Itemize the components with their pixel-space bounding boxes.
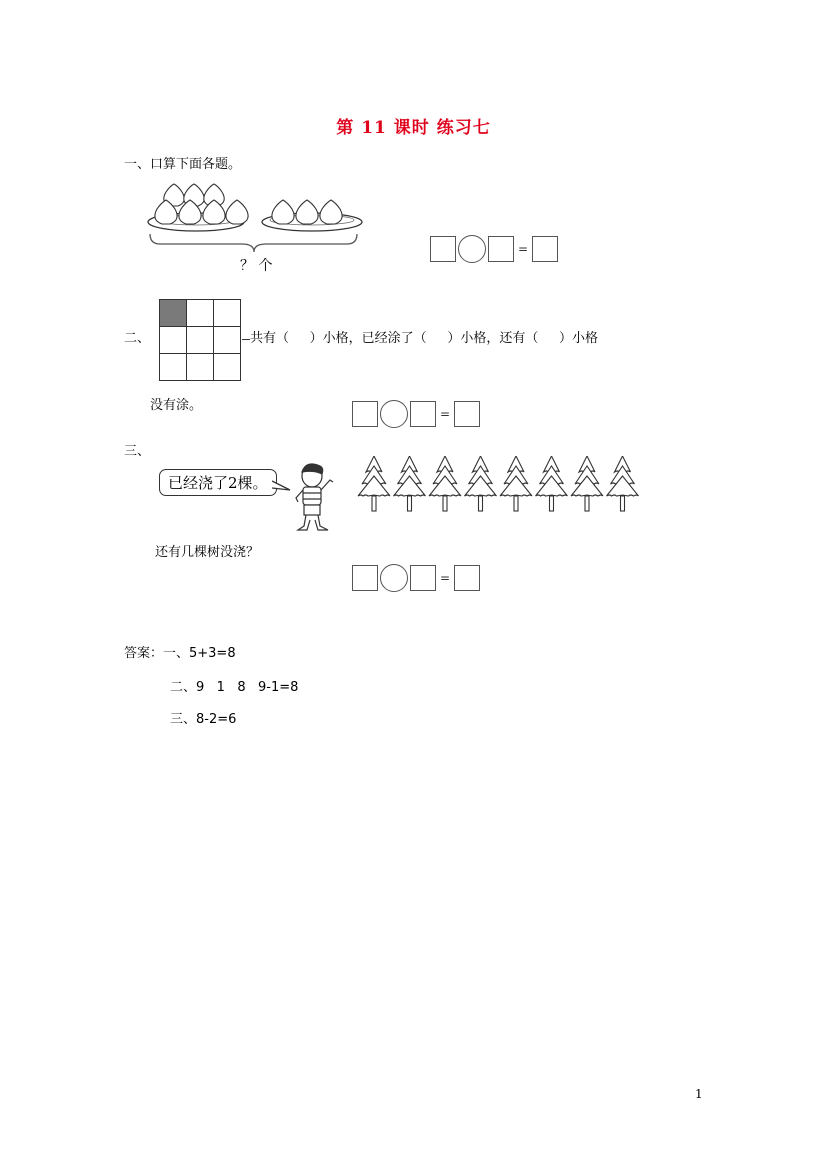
answer-line-1: 答案：一、5+3=8 [124,646,236,661]
tree-icon [465,456,497,511]
operator-circle[interactable] [458,235,486,263]
tree-icon [607,456,639,511]
page-title: 第 11 课时 练习七 [336,118,491,138]
operator-circle[interactable] [380,400,408,428]
answer-line-2: 二、9 1 8 9-1=8 [170,680,299,695]
tree-icon [571,456,603,511]
q3-equation [352,564,480,592]
q1-equation [430,235,558,263]
speech-bubble: 已经浇了2棵。 [159,469,277,496]
trees-row [356,456,646,514]
answer-box[interactable] [454,401,480,427]
answer-box[interactable] [352,401,378,427]
q3-question: 还有几棵树没浇？ [155,545,260,560]
grid-cell [160,327,187,354]
grid-cell [187,354,214,381]
answer-box[interactable] [352,565,378,591]
answer-box[interactable] [430,236,456,262]
grid-cell-shaded [160,300,187,327]
grid-cell [187,327,214,354]
tree-icon [536,456,568,511]
page-number: 1 [695,1087,703,1101]
tree-icon [394,456,426,511]
brace [150,234,357,252]
grid-cell [187,300,214,327]
operator-circle[interactable] [380,564,408,592]
boy-icon [290,462,338,536]
answer-line-3: 三、8-2=6 [170,712,237,727]
peach-icon [272,200,342,224]
grid-cell [160,354,187,381]
tree-icon [358,456,390,511]
equals-sign: = [439,571,451,585]
grid-cell [214,327,241,354]
answer-box[interactable] [532,236,558,262]
q1-label: 一、口算下面各题。 [124,157,242,172]
tree-icon [429,456,461,511]
q2-text-line2: 没有涂。 [150,398,203,413]
bubble-tail [272,478,292,496]
shaded-grid [159,299,241,381]
q2-equation [352,400,480,428]
answer-box[interactable] [410,401,436,427]
answer-box[interactable] [454,565,480,591]
brace-label: ？ 个 [240,258,273,274]
grid-cell [214,354,241,381]
answer-box[interactable] [488,236,514,262]
grid-cell [214,300,241,327]
equals-sign: = [517,242,529,256]
connector-line [242,339,250,340]
tree-icon [500,456,532,511]
equals-sign: = [439,407,451,421]
q2-number: 二、 [124,331,151,346]
answer-box[interactable] [410,565,436,591]
q2-text-line1: 共有（ ）小格，已经涂了（ ）小格，还有（ ）小格 [250,331,598,346]
q3-number: 三、 [124,444,151,459]
